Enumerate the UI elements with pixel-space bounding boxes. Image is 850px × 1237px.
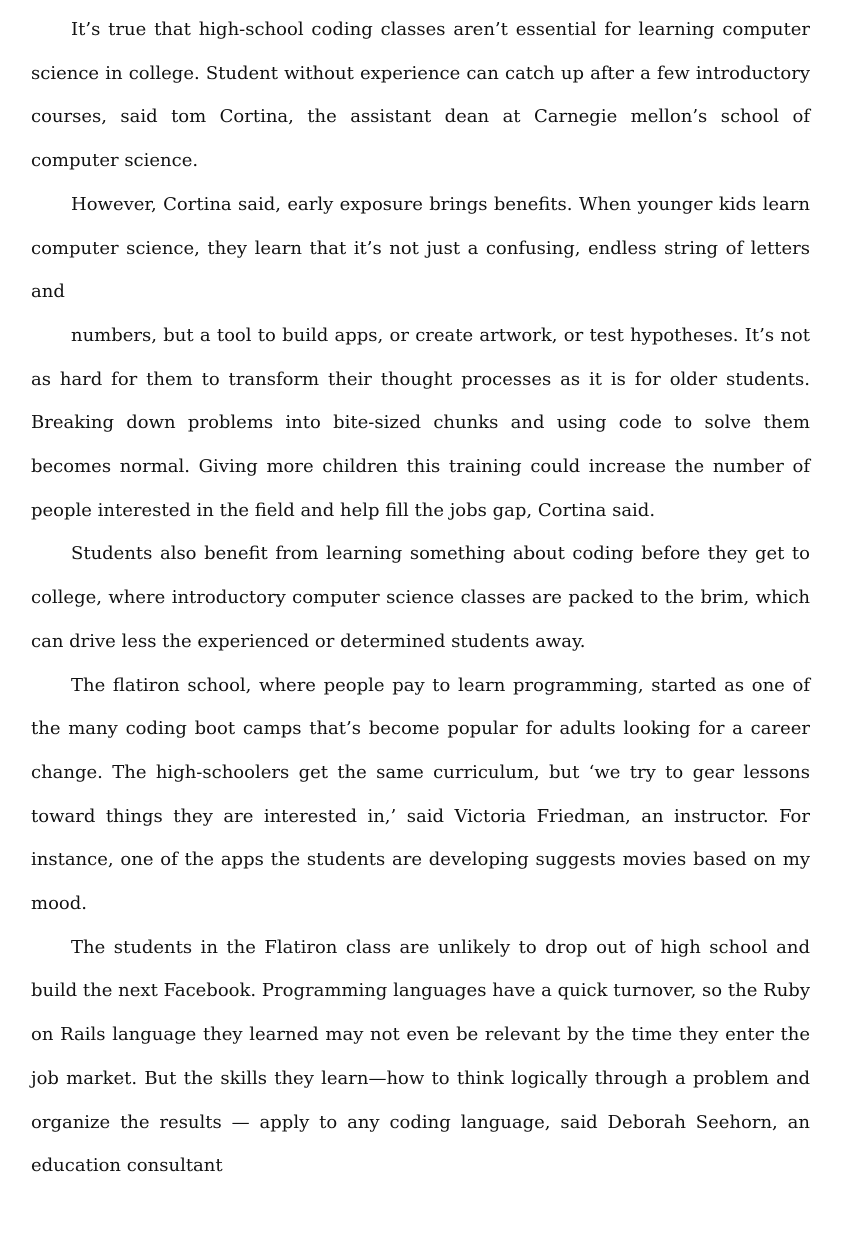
paragraph: The students in the Flatiron class are unlikely to drop out of high school and build the next Facebook. Programming languages have a quick turnover, so the Ruby on Rails language they learned may not even be relevant by the time they enter the job market. But the skills they learn—how to think logically through a problem and organize the results — apply to any coding language, said Deborah Seehorn, an education consultant [31, 936, 810, 1177]
paragraph: Students also benefit from learning something about coding before they get to college, where introductory computer science classes are packed to the brim, which can drive less the experienced or determined students away. [31, 543, 810, 652]
paragraph: However, Cortina said, early exposure brings benefits. When younger kids learn computer science, they learn that it’s not just a confusing, endless string of letters and [31, 193, 810, 303]
paragraph: It’s true that high-school coding classes aren’t essential for learning computer science in college. Student without experience can catch up after a few introductory courses, said tom Cortina, the assistant dean at Carnegie mellon’s school of computer science. [31, 19, 810, 172]
paragraph: numbers, but a tool to build apps, or create artwork, or test hypotheses. It’s not as hard for them to transform their thought processes as it is for older students. Breaking down problems into bite-sized chunks and using code to solve them becomes normal. Giving more children this training could increase the number of people interested in the field and help fill the jobs gap, Cortina said. [31, 324, 810, 521]
paragraph: The flatiron school, where people pay to learn programming, started as one of the many coding boot camps that’s become popular for adults looking for a career change. The high-schoolers get the same curriculum, but ‘we try to gear lessons toward things they are interested in,’ said Victoria Friedman, an instructor. For instance, one of the apps the students are developing suggests movies based on my mood. [31, 674, 810, 915]
